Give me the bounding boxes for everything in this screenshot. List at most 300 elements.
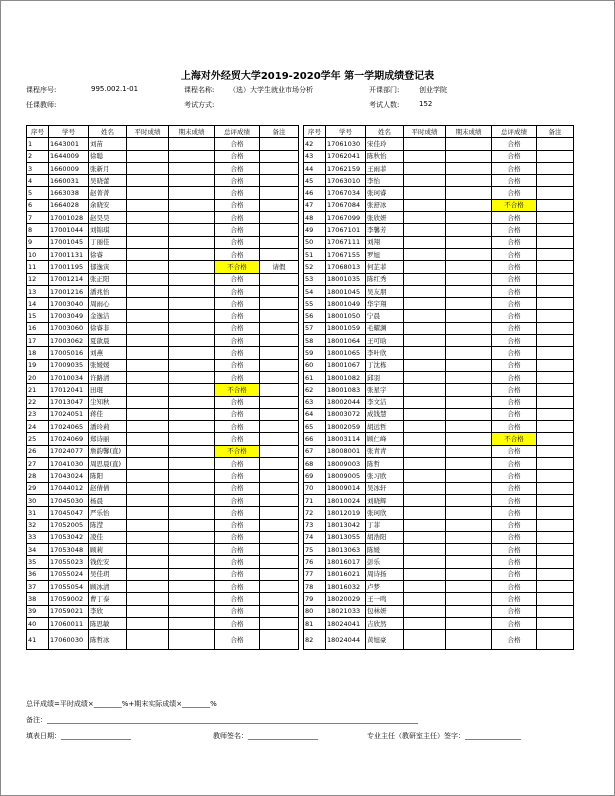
regular-score-cell — [127, 347, 169, 359]
row-number: 8 — [27, 224, 49, 236]
row-number: 32 — [27, 519, 49, 531]
table-row — [304, 568, 574, 580]
regular-score-cell — [404, 470, 446, 482]
grade-cell: 合格 — [492, 359, 537, 371]
grade-cell: 合格 — [215, 531, 260, 543]
table-row — [304, 580, 574, 592]
student-name: 李叶欣 — [366, 347, 404, 359]
final-score-cell — [169, 605, 215, 617]
row-number: 74 — [304, 531, 326, 543]
final-score-cell — [169, 556, 215, 568]
note-cell — [537, 470, 574, 482]
final-score-cell — [169, 593, 215, 605]
regular-score-cell — [127, 568, 169, 580]
regular-score-cell — [404, 458, 446, 470]
row-number: 1 — [27, 138, 49, 150]
student-id: 17001195 — [49, 261, 89, 273]
table-row — [304, 236, 574, 248]
dept-label: 开课部门: — [369, 86, 400, 94]
student-name: 宋佳玲 — [366, 138, 404, 150]
final-score-cell — [446, 224, 492, 236]
final-score-cell — [169, 322, 215, 334]
student-id: 17052005 — [49, 519, 89, 531]
note-cell — [260, 544, 299, 556]
remark-line[interactable]: __________________________________________________________________________________________________________ — [47, 716, 418, 724]
note-cell — [260, 494, 299, 506]
student-id: 17045047 — [49, 507, 89, 519]
note-cell — [537, 212, 574, 224]
director-sign-line[interactable]: ________________ — [465, 732, 521, 740]
final-score-cell — [446, 408, 492, 420]
regular-score-cell — [127, 470, 169, 482]
row-number: 21 — [27, 384, 49, 396]
table-row — [27, 248, 299, 260]
final-score-cell — [446, 384, 492, 396]
table-row — [27, 285, 299, 297]
note-cell — [537, 630, 574, 650]
student-id: 17012041 — [49, 384, 89, 396]
student-id: 17009035 — [49, 359, 89, 371]
table-row — [304, 396, 574, 408]
student-name: 张正阳 — [89, 273, 127, 285]
table-row — [27, 617, 299, 629]
note-cell — [537, 396, 574, 408]
student-id: 17003062 — [49, 335, 89, 347]
student-id: 1644009 — [49, 150, 89, 162]
row-number: 30 — [27, 494, 49, 506]
regular-score-cell — [404, 408, 446, 420]
final-score-cell — [169, 224, 215, 236]
student-name: 张青青 — [366, 445, 404, 457]
note-cell — [537, 421, 574, 433]
row-number: 5 — [27, 187, 49, 199]
column-header: 期末成绩 — [446, 126, 492, 138]
row-number: 79 — [304, 593, 326, 605]
grade-cell: 合格 — [215, 199, 260, 211]
note-cell — [260, 580, 299, 592]
row-number: 70 — [304, 482, 326, 494]
row-number: 15 — [27, 310, 49, 322]
student-name: 华宇翔 — [366, 298, 404, 310]
row-number: 76 — [304, 556, 326, 568]
table-row — [304, 248, 574, 260]
note-cell — [537, 322, 574, 334]
row-number: 16 — [27, 322, 49, 334]
student-name: 尘知秋 — [89, 396, 127, 408]
student-id: 17053042 — [49, 531, 89, 543]
student-id: 17003049 — [49, 310, 89, 322]
row-number: 17 — [27, 335, 49, 347]
table-row — [27, 568, 299, 580]
student-name: 金逸洁 — [89, 310, 127, 322]
row-number: 44 — [304, 162, 326, 174]
student-name: 吴晓蕾 — [89, 175, 127, 187]
grade-cell: 合格 — [215, 335, 260, 347]
regular-score-cell — [404, 335, 446, 347]
regular-score-cell — [404, 384, 446, 396]
regular-score-cell — [404, 507, 446, 519]
table-row — [27, 175, 299, 187]
student-id: 17001216 — [49, 285, 89, 297]
row-number: 34 — [27, 544, 49, 556]
final-score-cell — [169, 568, 215, 580]
grade-cell: 合格 — [215, 236, 260, 248]
note-cell: 请假 — [260, 261, 299, 273]
student-id: 18012019 — [326, 507, 366, 519]
date-line[interactable]: ____________________ — [61, 732, 131, 740]
final-score-cell — [446, 248, 492, 260]
regular-score-cell — [127, 175, 169, 187]
table-row — [27, 199, 299, 211]
final-score-cell — [446, 359, 492, 371]
column-header: 序号 — [27, 126, 49, 138]
final-score-cell — [446, 544, 492, 556]
row-number: 13 — [27, 285, 49, 297]
regular-score-cell — [127, 458, 169, 470]
row-number: 63 — [304, 396, 326, 408]
regular-score-cell — [127, 359, 169, 371]
table-row — [304, 150, 574, 162]
table-row — [304, 285, 574, 297]
regular-score-cell — [404, 347, 446, 359]
note-cell — [260, 187, 299, 199]
row-number: 38 — [27, 593, 49, 605]
table-row — [27, 273, 299, 285]
grade-cell: 合格 — [492, 384, 537, 396]
note-cell — [537, 605, 574, 617]
grade-cell: 合格 — [492, 236, 537, 248]
note-cell — [537, 359, 574, 371]
student-name: 张新月 — [89, 162, 127, 174]
grade-cell: 合格 — [215, 630, 260, 650]
grade-cell: 合格 — [492, 482, 537, 494]
note-cell — [260, 138, 299, 150]
student-name: 钱佐安 — [89, 556, 127, 568]
student-id: 1663038 — [49, 187, 89, 199]
student-id: 18001067 — [326, 359, 366, 371]
final-score-cell — [169, 273, 215, 285]
student-id: 17001044 — [49, 224, 89, 236]
regular-score-cell — [127, 162, 169, 174]
table-row — [27, 224, 299, 236]
grade-cell: 合格 — [215, 617, 260, 629]
row-number: 72 — [304, 507, 326, 519]
note-cell — [260, 531, 299, 543]
grade-cell: 合格 — [492, 470, 537, 482]
table-row — [27, 580, 299, 592]
regular-score-cell — [404, 531, 446, 543]
note-cell — [537, 273, 574, 285]
final-score-cell — [446, 494, 492, 506]
final-score-cell — [446, 347, 492, 359]
student-id: 18013042 — [326, 519, 366, 531]
table-row — [304, 408, 574, 420]
note-cell — [260, 445, 299, 457]
note-cell — [260, 236, 299, 248]
student-id: 18001065 — [326, 347, 366, 359]
regular-score-cell — [127, 285, 169, 297]
student-name: 徐睿 — [89, 248, 127, 260]
column-header: 学号 — [326, 126, 366, 138]
table-row — [304, 458, 574, 470]
note-cell — [537, 494, 574, 506]
table-row — [27, 187, 299, 199]
student-id: 18024041 — [326, 617, 366, 629]
grade-cell: 合格 — [215, 408, 260, 420]
row-number: 2 — [27, 150, 49, 162]
note-cell — [537, 236, 574, 248]
note-cell — [260, 482, 299, 494]
grade-cell: 合格 — [215, 396, 260, 408]
note-cell — [260, 433, 299, 445]
note-cell — [537, 261, 574, 273]
director-sign-label: 专业主任（教研室主任）签字： — [367, 732, 465, 740]
row-number: 22 — [27, 396, 49, 408]
grade-cell: 合格 — [492, 212, 537, 224]
student-id: 17013047 — [49, 396, 89, 408]
row-number: 51 — [304, 248, 326, 260]
regular-score-cell — [127, 322, 169, 334]
student-id: 1664028 — [49, 199, 89, 211]
student-name: 胡远哲 — [366, 421, 404, 433]
final-score-cell — [446, 285, 492, 297]
table-row — [304, 605, 574, 617]
student-id: 18002044 — [326, 396, 366, 408]
table-row — [27, 470, 299, 482]
row-number: 7 — [27, 212, 49, 224]
student-name: 严乐怡 — [89, 507, 127, 519]
grade-cell: 合格 — [215, 580, 260, 592]
student-name: 李欣 — [89, 605, 127, 617]
row-number: 42 — [304, 138, 326, 150]
table-row — [304, 162, 574, 174]
student-id: 17063010 — [326, 175, 366, 187]
note-cell — [537, 408, 574, 420]
row-number: 49 — [304, 224, 326, 236]
regular-score-cell — [404, 556, 446, 568]
note-cell — [260, 458, 299, 470]
note-cell — [537, 199, 574, 211]
student-name: 刘翔 — [366, 236, 404, 248]
note-cell — [260, 630, 299, 650]
student-id: 17067034 — [326, 187, 366, 199]
grade-cell: 不合格 — [215, 384, 260, 396]
table-row — [304, 617, 574, 629]
student-name: 成钱慧 — [366, 408, 404, 420]
grade-cell: 合格 — [492, 273, 537, 285]
note-cell — [537, 593, 574, 605]
grade-cell: 合格 — [492, 617, 537, 629]
student-id: 18008001 — [326, 445, 366, 457]
regular-score-cell — [404, 199, 446, 211]
table-row — [304, 531, 574, 543]
final-score-cell — [169, 212, 215, 224]
note-cell — [260, 371, 299, 383]
column-header: 学号 — [49, 126, 89, 138]
grade-cell: 合格 — [215, 273, 260, 285]
student-id: 17055024 — [49, 568, 89, 580]
grade-cell: 合格 — [492, 630, 537, 650]
grade-cell: 合格 — [215, 593, 260, 605]
table-row — [27, 482, 299, 494]
student-name: 李怡 — [366, 175, 404, 187]
final-score-cell — [169, 433, 215, 445]
row-number: 23 — [27, 408, 49, 420]
student-name: 赵菁菁 — [89, 187, 127, 199]
regular-score-cell — [404, 593, 446, 605]
student-id: 17060011 — [49, 617, 89, 629]
student-name: 陈哲冰 — [89, 630, 127, 650]
student-name: 周雨心 — [89, 298, 127, 310]
grade-cell: 合格 — [492, 568, 537, 580]
student-id: 18002059 — [326, 421, 366, 433]
final-score-cell — [446, 162, 492, 174]
regular-score-cell — [127, 273, 169, 285]
table-row — [27, 347, 299, 359]
row-number: 53 — [304, 273, 326, 285]
date-label: 填表日期： — [26, 732, 61, 740]
grade-cell: 合格 — [492, 445, 537, 457]
note-cell — [537, 580, 574, 592]
row-number: 55 — [304, 298, 326, 310]
table-row — [27, 162, 299, 174]
table-row — [27, 212, 299, 224]
student-id: 17041030 — [49, 458, 89, 470]
grade-cell: 不合格 — [492, 433, 537, 445]
table-row — [27, 261, 299, 273]
grade-cell: 合格 — [215, 470, 260, 482]
student-id: 18021033 — [326, 605, 366, 617]
table-row — [304, 212, 574, 224]
table-row — [304, 322, 574, 334]
student-name: 徐聪 — [89, 150, 127, 162]
grade-cell: 合格 — [492, 224, 537, 236]
grade-cell: 合格 — [215, 298, 260, 310]
student-name: 顾仁峰 — [366, 433, 404, 445]
student-name: 周思晨(直) — [89, 458, 127, 470]
note-cell — [537, 150, 574, 162]
row-number: 26 — [27, 445, 49, 457]
student-id: 18001083 — [326, 384, 366, 396]
regular-score-cell — [127, 519, 169, 531]
table-row — [304, 347, 574, 359]
student-name: 胡浩阳 — [366, 531, 404, 543]
grade-cell: 合格 — [215, 150, 260, 162]
student-id: 18016017 — [326, 556, 366, 568]
final-score-cell — [446, 138, 492, 150]
table-row — [27, 593, 299, 605]
note-cell — [260, 175, 299, 187]
note-cell — [260, 507, 299, 519]
final-score-cell — [446, 519, 492, 531]
note-cell — [537, 285, 574, 297]
note-cell — [537, 445, 574, 457]
teacher-sign-row — [213, 731, 318, 741]
note-cell — [260, 335, 299, 347]
regular-score-cell — [127, 556, 169, 568]
column-header: 备注 — [537, 126, 574, 138]
student-id: 17067101 — [326, 224, 366, 236]
student-id: 17024069 — [49, 433, 89, 445]
grade-cell: 合格 — [215, 359, 260, 371]
grade-cell: 合格 — [492, 580, 537, 592]
final-score-cell — [169, 384, 215, 396]
student-id: 18016021 — [326, 568, 366, 580]
regular-score-cell — [127, 421, 169, 433]
final-score-cell — [169, 162, 215, 174]
student-id: 18009003 — [326, 458, 366, 470]
final-score-cell — [169, 531, 215, 543]
grade-cell: 合格 — [492, 556, 537, 568]
note-cell — [260, 212, 299, 224]
student-id: 18010024 — [326, 494, 366, 506]
row-number: 14 — [27, 298, 49, 310]
table-row — [27, 335, 299, 347]
grade-cell: 合格 — [492, 544, 537, 556]
table-row — [304, 421, 574, 433]
regular-score-cell — [127, 248, 169, 260]
note-cell — [537, 531, 574, 543]
table-row — [27, 408, 299, 420]
final-score-cell — [169, 371, 215, 383]
formula-text: 总评成绩=平时成绩×________%+期末实际成绩×________% — [26, 700, 217, 708]
column-header: 姓名 — [89, 126, 127, 138]
grade-cell: 合格 — [492, 138, 537, 150]
student-id: 17067111 — [326, 236, 366, 248]
note-cell — [260, 470, 299, 482]
note-cell — [260, 408, 299, 420]
teacher-sign-line[interactable]: ____________________ — [248, 732, 318, 740]
row-number: 59 — [304, 347, 326, 359]
grade-cell: 合格 — [492, 150, 537, 162]
row-number: 4 — [27, 175, 49, 187]
regular-score-cell — [404, 298, 446, 310]
note-cell — [260, 273, 299, 285]
student-name: 杨晨 — [89, 494, 127, 506]
student-id: 17068013 — [326, 261, 366, 273]
row-number: 28 — [27, 470, 49, 482]
grade-cell: 合格 — [492, 175, 537, 187]
column-header: 平时成绩 — [404, 126, 446, 138]
student-id: 18020029 — [326, 593, 366, 605]
grade-cell: 合格 — [492, 519, 537, 531]
student-name: 彭乐 — [366, 556, 404, 568]
row-number: 61 — [304, 371, 326, 383]
regular-score-cell — [404, 494, 446, 506]
regular-score-cell — [404, 150, 446, 162]
regular-score-cell — [404, 236, 446, 248]
course-name-label: 课程名称: — [184, 86, 215, 94]
final-score-cell — [446, 187, 492, 199]
final-score-cell — [169, 298, 215, 310]
student-name: 李馨芳 — [366, 224, 404, 236]
final-score-cell — [169, 494, 215, 506]
grade-cell: 合格 — [492, 494, 537, 506]
regular-score-cell — [404, 433, 446, 445]
table-row — [304, 507, 574, 519]
grade-cell: 合格 — [215, 421, 260, 433]
row-number: 78 — [304, 580, 326, 592]
grade-cell: 合格 — [215, 605, 260, 617]
student-name: 卢梦 — [366, 580, 404, 592]
grade-cell: 合格 — [215, 458, 260, 470]
final-score-cell — [169, 445, 215, 457]
row-number: 46 — [304, 187, 326, 199]
note-cell — [260, 298, 299, 310]
grade-cell: 合格 — [492, 187, 537, 199]
final-score-cell — [169, 261, 215, 273]
row-number: 71 — [304, 494, 326, 506]
